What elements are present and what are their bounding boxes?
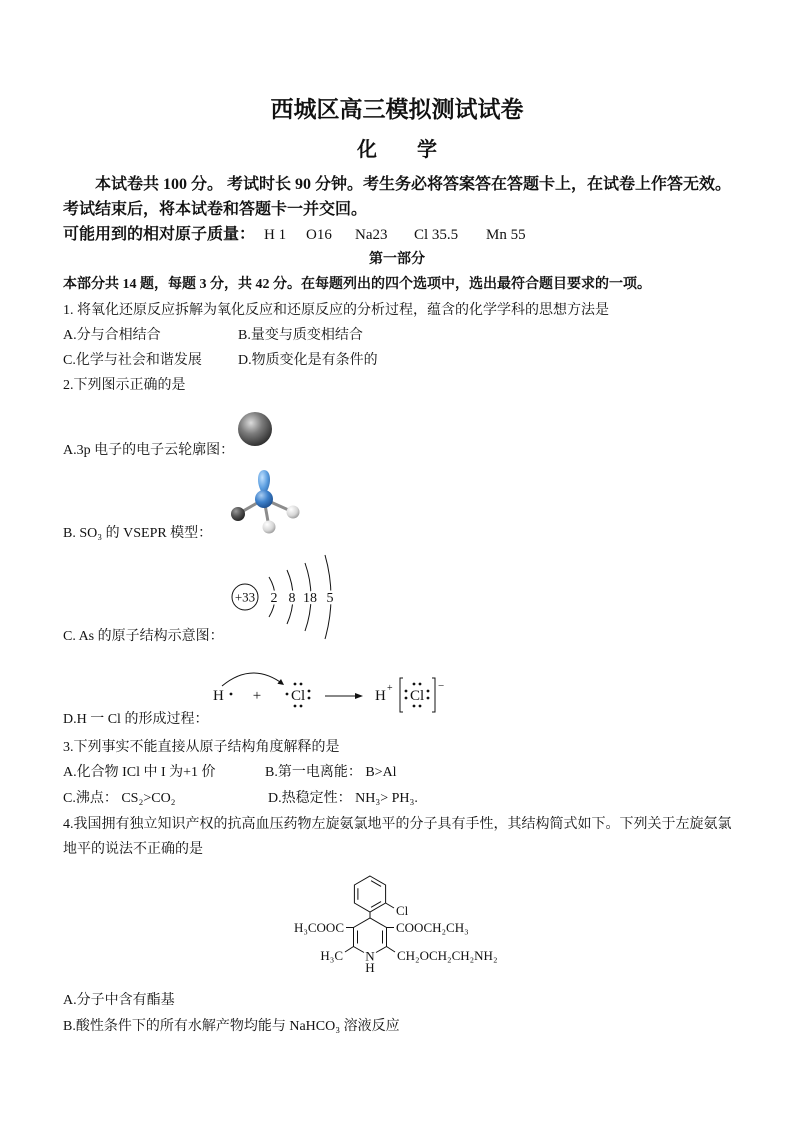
question-3-option-a: A.化合物 ICl 中 I 为+1 价 (63, 765, 216, 780)
dark-atom-ball (231, 507, 245, 521)
atomic-structure-figure (225, 550, 345, 645)
electron-cloud-figure (236, 410, 276, 450)
electron-dot (294, 683, 297, 686)
electron-dot (413, 705, 416, 708)
atomic-mass-cl: Cl 35.5 (414, 227, 459, 243)
question-3-option-d: D.热稳定性： NH₃> PH₃. (268, 791, 418, 806)
question-1-option-d: D.物质变化是有条件的 (238, 353, 378, 368)
chlorine-symbol: Cl (291, 688, 306, 704)
question-1-option-a: A.分与合相结合 (63, 328, 161, 343)
shell-electron-count: 18 (303, 591, 317, 606)
question-2-option-c: C. As 的原子结构示意图： (63, 629, 224, 644)
electron-dot (419, 683, 422, 686)
atomic-mass-na: Na23 (355, 227, 388, 243)
atomic-mass-label: 可能用到的相对原子质量： (63, 226, 256, 243)
question-4-stem-line-1: 4.我国拥有独立知识产权的抗高血压药物左旋氨氯地平的分子具有手性，其结构简式如下。下列关于左旋氨氯 (63, 817, 732, 832)
shell-electron-count: 2 (270, 591, 278, 606)
part-title: 第一部分 (369, 252, 425, 267)
electron-dot (300, 683, 303, 686)
spherical-electron-cloud (238, 412, 272, 446)
hydrogen-symbol: H (213, 688, 224, 704)
atomic-mass-mn: Mn 55 (486, 227, 526, 243)
electron-dot (308, 697, 311, 700)
question-4-option-b: B.酸性条件下的所有水解产物均能与 NaHCO₃ 溶液反应 (63, 1019, 400, 1034)
electron-dot (405, 697, 408, 700)
right-bracket (432, 678, 435, 712)
question-3-stem: 3.下列事实不能直接从原子结构角度解释的是 (63, 740, 340, 755)
electron-dot (300, 705, 303, 708)
vsepr-model-figure (225, 466, 305, 538)
subject-title: 化 学 (357, 139, 437, 161)
question-1-option-c: C.化学与社会和谐发展 (63, 353, 202, 368)
cation-charge: + (387, 683, 393, 694)
instructions-line-1: 本试卷共 100 分。 考试时长 90 分钟。考生务必将答案答在答题卡上，在试卷上作答无效。 (95, 176, 732, 193)
instructions-line-2: 考试结束后，将本试卷和答题卡一并交回。 (63, 201, 368, 218)
side-chain-label: CH₂OCH₂CH₂NH₂ (397, 948, 498, 963)
question-1-option-b: B.量变与质变相结合 (238, 328, 363, 343)
anion-charge: − (438, 680, 445, 692)
central-atom-ball (255, 490, 273, 508)
electron-dot (294, 705, 297, 708)
question-3-option-c: C.沸点： CS₂>CO₂ (63, 791, 176, 806)
question-4-stem-line-2: 地平的说法不正确的是 (63, 842, 203, 857)
atomic-mass-h: H 1 (264, 227, 287, 243)
electron-dot (427, 697, 430, 700)
ring-nitrogen-label: N (365, 948, 375, 964)
substituent-bond (387, 947, 396, 953)
plus-sign: + (252, 688, 262, 704)
atomic-mass-row (63, 224, 526, 246)
hcl-formation-figure (205, 665, 460, 715)
electron-dot (286, 693, 289, 696)
white-atom-ball (263, 521, 276, 534)
left-bracket (400, 678, 403, 712)
nitrogen-hydrogen-label: H (365, 960, 375, 975)
electron-dot (427, 690, 430, 693)
chloro-bond (386, 903, 394, 908)
question-2-stem: 2.下列图示正确的是 (63, 378, 186, 393)
part-intro: 本部分共 14 题，每题 3 分，共 42 分。在每题列出的四个选项中，选出最符合题目要求的一项。 (63, 277, 651, 292)
white-atom-ball (287, 506, 300, 519)
reaction-arrow-head (355, 693, 363, 699)
electron-transfer-arrow (222, 673, 283, 686)
structural-formula-figure (280, 868, 520, 978)
electron-dot (413, 683, 416, 686)
chloride-symbol: Cl (410, 688, 425, 704)
dihydropyridine-ring (354, 918, 387, 953)
ethyl-ester-label: COOCH₂CH₃ (396, 920, 469, 935)
substituent-bond (345, 947, 354, 953)
question-2-option-a: A.3p 电子的电子云轮廓图： (63, 443, 235, 458)
question-1-stem: 1. 将氧化还原反应拆解为氧化反应和还原反应的分析过程，蕴含的化学学科的思想方法是 (63, 303, 609, 318)
question-4-option-a: A.分子中含有酯基 (63, 993, 175, 1008)
nucleus-charge: +33 (234, 589, 256, 605)
electron-dot (230, 693, 233, 696)
hydrogen-ion-symbol: H (375, 688, 386, 704)
question-3-option-b: B.第一电离能： B>Al (265, 765, 397, 780)
question-2-option-d: D.H 一 Cl 的形成过程： (63, 712, 209, 727)
electron-dot (419, 705, 422, 708)
electron-dot (405, 690, 408, 693)
electron-dot (308, 690, 311, 693)
shell-electron-count: 8 (288, 591, 296, 606)
chloro-label: Cl (396, 903, 409, 918)
atomic-mass-o: O16 (306, 227, 332, 243)
methyl-ester-label: H₃COOC (293, 920, 344, 935)
question-2-option-b: B. SO₃ 的 VSEPR 模型： (63, 526, 213, 541)
methyl-label: H₃C (320, 948, 343, 963)
benzene-ring (354, 876, 385, 912)
exam-title: 西城区高三模拟测试试卷 (270, 97, 524, 122)
arrow-head (277, 679, 284, 685)
shell-electron-count: 5 (326, 591, 334, 606)
